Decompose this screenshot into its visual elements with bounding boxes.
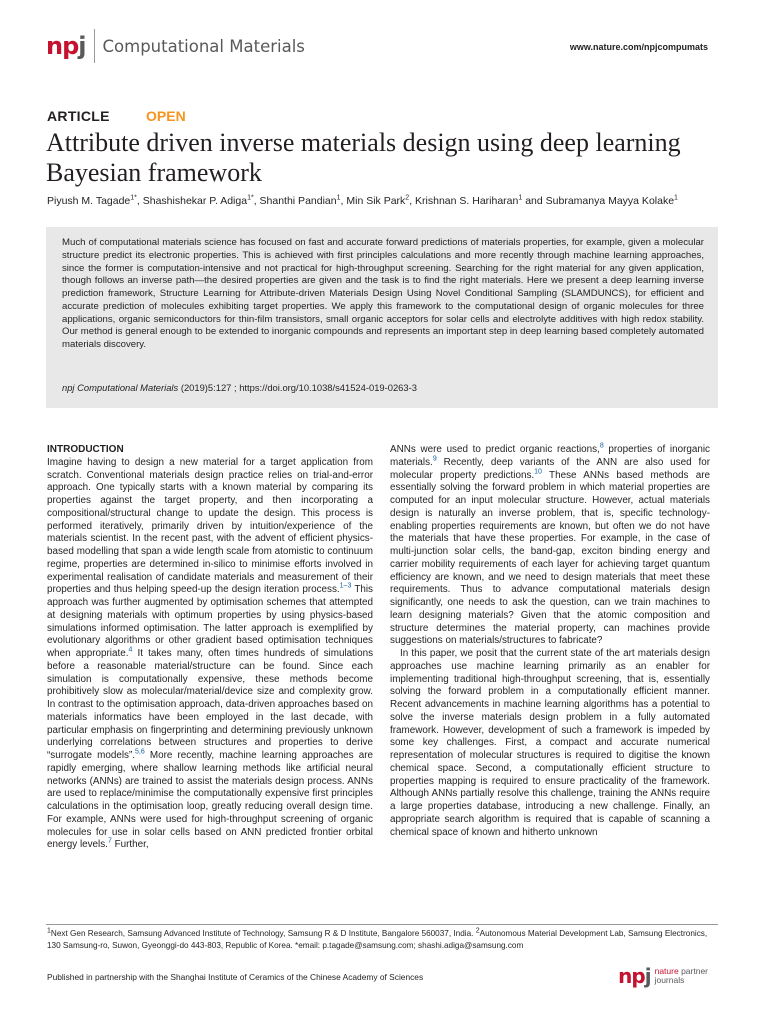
reference-link[interactable]: 10 bbox=[534, 468, 542, 476]
affiliation-footnote: $^1$Next Gen Research, Samsung Advanced Institute of Technology, Samsung R & D Institute, Bangalore 560037, India. $^2$Autonomous Material Development Lab, Samsung Electronics, 130 Samsung-ro, Suwon, Gyeonggi-do 443-803, Republic of Korea. *email: p.tagade@samsung.com; shashi.adiga@samsung.com bbox=[47, 927, 708, 950]
body-paragraph: ANNs were used to predict organic reactions,$^8$ properties of inorganic materials.$^9$ Recently, deep variants of the ANN are also used for molecular property predictions.$^{10}$ These ANNs based methods are essentially solving the forward problem in which material properties are computed for an input molecular structure. However, actual materials design is naturally an inverse problem, that is, specific technology-enabling properties requirements are known, but often we do not have the materials that have these properties. For example, in the case of multi-junction solar cells, the band-gap, exciton binding energy and carrier mobility requirements of each layer for achieving target quantum efficiency are known, and we need to design materials that meet these requirements. Thus to advance computational materials design significantly, one needs to ask the question, can we train machines to learn designing materials? Given that the atomic composition and structure determines the material property, can machines provide suggestions on materials/structures to fabricate? bbox=[390, 442, 710, 647]
section-heading-introduction: INTRODUCTION bbox=[47, 444, 124, 455]
author-affiliation-mark: 1 bbox=[518, 194, 523, 202]
author-name[interactable]: Piyush M. Tagade bbox=[47, 195, 131, 207]
journal-name: Computational Materials bbox=[102, 36, 305, 56]
author-name[interactable]: Shashishekar P. Adiga bbox=[142, 195, 248, 207]
footnote-divider bbox=[46, 924, 718, 925]
author-affiliation-mark: 2 bbox=[405, 194, 410, 202]
reference-link[interactable]: 4 bbox=[128, 646, 133, 654]
npj-logo-mark: npj bbox=[46, 32, 86, 60]
author-list: Piyush M. Tagade$^{1*}$, Shashishekar P. Adiga$^{1*}$, Shanthi Pandian$^1$, Min Sik Park$^2$, Krishnan S. Hariharan$^1$ and Subramanya Mayya Kolake$^1$ bbox=[47, 194, 678, 207]
author-affiliation-mark: 1 bbox=[336, 194, 341, 202]
author-affiliation-mark: 1 bbox=[674, 194, 678, 202]
author-name[interactable]: Subramanya Mayya Kolake bbox=[545, 195, 675, 207]
body-column-right bbox=[390, 444, 710, 839]
body-paragraph: In this paper, we posit that the current state of the art materials design approaches use machine learning primarily as an enabler for implementing traditional high-throughput screening, that is, essentially solving the forward problem in a computationally efficient manner. Recent advancements in machine learning algorithms has a potential to solve the inverse materials design problem in a fully automated framework. However, development of such a framework is impeded by some key challenges. First, a compact and accurate numerical representation of molecular structures is required to digitise the known chemical space. Second, a computationally efficient structure to properties mapping is required to ensure practicality of the framework. Although ANNs partially resolve this challenge, training the ANNs require a large properties database, introducing a new challenge. Finally, an appropriate search algorithm is required that is capable of scanning a chemical space of known and hitherto unknown bbox=[390, 648, 710, 838]
reference-link[interactable]: 1–3 bbox=[339, 582, 352, 590]
reference-link[interactable]: 5,6 bbox=[135, 748, 145, 756]
citation-doi-link[interactable]: (2019)5:127 ; https://doi.org/10.1038/s41524-019-0263-3 bbox=[178, 382, 417, 393]
author-name[interactable]: Min Sik Park bbox=[346, 195, 406, 207]
article-title: Attribute driven inverse materials design using deep learning Bayesian framework bbox=[46, 128, 681, 187]
author-conjunction: and bbox=[525, 195, 543, 207]
journal-logo[interactable] bbox=[46, 30, 305, 62]
journal-url-link[interactable]: www.nature.com/npjcompumats bbox=[569, 42, 708, 52]
nature-partner-journals-logo[interactable] bbox=[618, 964, 708, 988]
reference-link[interactable]: 7 bbox=[107, 837, 112, 845]
partner-journals-label: nature partner journals bbox=[654, 966, 708, 985]
author-affiliation-mark: 1* bbox=[247, 194, 254, 202]
citation-journal: npj Computational Materials bbox=[62, 382, 179, 393]
logo-divider bbox=[94, 29, 95, 63]
article-type-label: ARTICLE bbox=[47, 108, 110, 124]
reference-link[interactable]: 9 bbox=[432, 455, 437, 463]
citation-line bbox=[62, 382, 417, 393]
reference-link[interactable]: 8 bbox=[599, 442, 604, 450]
open-access-badge: OPEN bbox=[146, 108, 186, 124]
publisher-statement: Published in partnership with the Shanghai Institute of Ceramics of the Chinese Academy of Sciences bbox=[47, 972, 424, 982]
author-name[interactable]: Krishnan S. Hariharan bbox=[415, 195, 519, 207]
abstract-text: Much of computational materials science has focused on fast and accurate forward predictions of materials properties, for example, given a molecular structure predict its electronic properties. This is achieved with first principles calculations and more recently through machine learning approaches, since the former is computation-intensive and not practical for high-throughput screening. Searching for the right material for any given application, though follows an inverse path—the desired properties are given and the task is to find the right materials. Here we present a deep learning inverse prediction framework, Structure Learning for Attribute-driven Materials Design Using Novel Conditional Sampling (SLAMDUNCS), for efficient and accurate prediction of molecules exhibiting target properties. We apply this framework to the computational design of organic molecules for three applications, organic semiconductors for thin-film transistors, small organic acceptors for solar cells and electrolyte additives with high redox stability. Our method is general enough to be extended to inorganic compounds and represents an important step in deep learning based completely automated materials discovery. bbox=[62, 237, 704, 350]
author-name[interactable]: Shanthi Pandian bbox=[259, 195, 337, 207]
npj-logo-mark: npj bbox=[618, 964, 651, 988]
body-column-left bbox=[47, 444, 373, 852]
author-affiliation-mark: 1* bbox=[130, 194, 137, 202]
body-paragraph: Imagine having to design a new material for a target application from scratch. Conventional materials design practice relies on trial-and-error approach. One typically starts with a known material by comparing its properties against the target property, and then incorporating a compositional/structural change to update the design. This process is performed iteratively, primarily driven by intuition/experience of the materials scientist. In the recent past, with the advent of efficient physics-based modelling that span a wide length scale from atomistic to continuum regime, properties are determined in-silico to minimise efforts involved in experimental realisation of candidate materials and measurement of their properties and thus helping speed-up the design iteration process.$^{1-3}$ This approach was further augmented by optimisation schemes that attempted at designing materials with optimum properties by using physics-based simulations informed optimisation. The latter approach is exemplified by evolutionary algorithms or other gradient based optimisation techniques when appropriate.$^4$ It takes many, often times hundreds of simulations before a reasonable material/structure can be found. Since each simulation is computationally expensive, these methods become prohibitively slow as molecular/material/device size and complexity grow. In contrast to the optimisation approach, data-driven approaches based on materials informatics have been employed in the last decade, with particular emphasis on fingerprinting and determining previously unknown underlying correlations between structures and properties to derive “surrogate models”.$^{5,6}$ More recently, machine learning approaches are rapidly emerging, where shallow learning methods like artificial neural networks (ANNs) are trained to assist the materials design process. ANNs are used to replace/minimise the computationally expensive first principles calculations in the optimisation loop, greatly reducing overall design time. For example, ANNs were used for high-throughput screening of organic molecules for use in solar cells based on ANN predicted frontier orbital energy levels.$^7$ Further, bbox=[47, 456, 374, 851]
